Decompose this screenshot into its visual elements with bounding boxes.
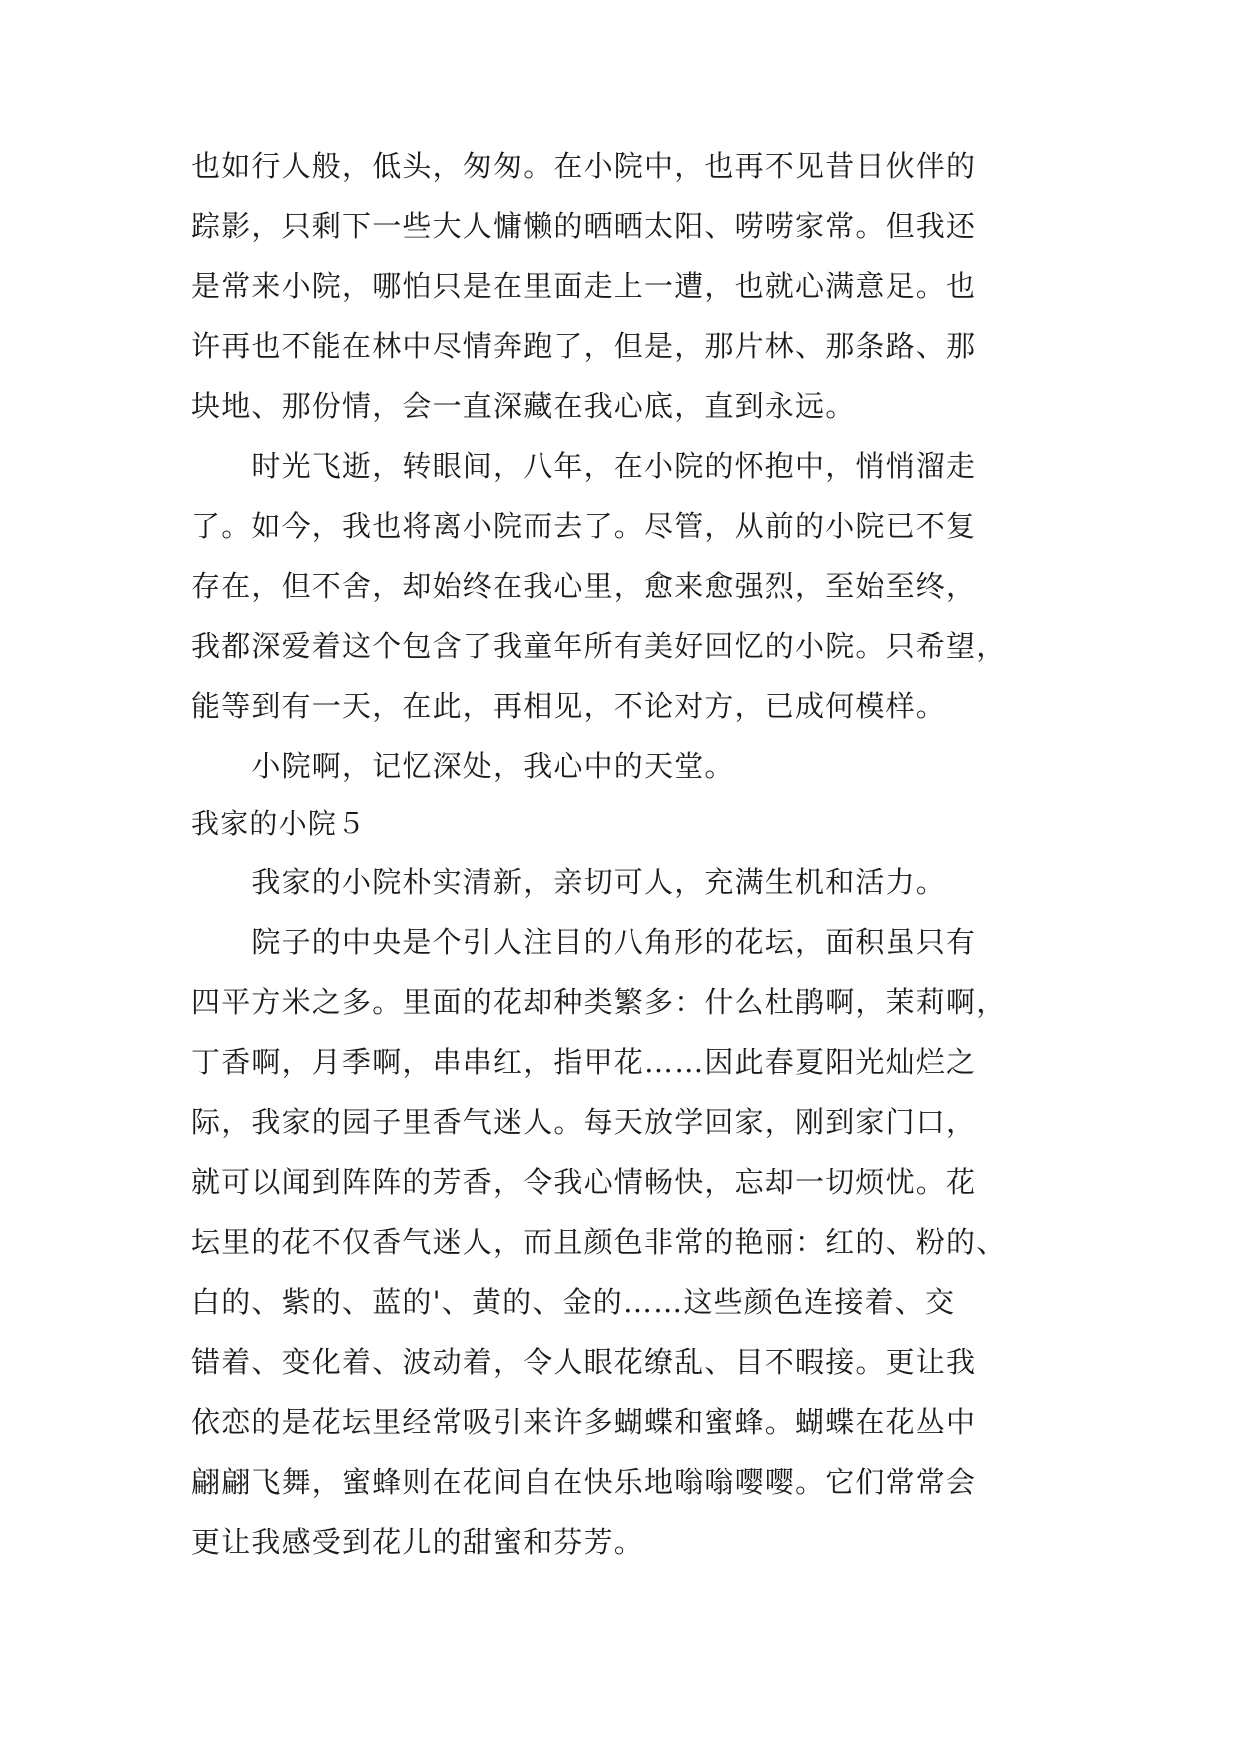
text-line: 丁香啊，月季啊，串串红，指甲花……因此春夏阳光灿烂之 <box>191 1045 977 1079</box>
text-line: 存在，但不舍，却始终在我心里，愈来愈强烈，至始至终， <box>191 569 977 603</box>
text-line: 我都深爱着这个包含了我童年所有美好回忆的小院。只希望， <box>191 629 1007 663</box>
text-line: 时光飞逝，转眼间，八年，在小院的怀抱中，悄悄溜走 <box>191 449 977 483</box>
text-line: 坛里的花不仅香气迷人，而且颜色非常的艳丽：红的、粉的、 <box>191 1225 1007 1259</box>
text-line: 许再也不能在林中尽情奔跑了，但是，那片林、那条路、那 <box>191 329 977 363</box>
text-line: 了。如今，我也将离小院而去了。尽管，从前的小院已不复 <box>191 509 977 543</box>
text-line: 块地、那份情，会一直深藏在我心底，直到永远。 <box>191 389 856 423</box>
text-line: 依恋的是花坛里经常吸引来许多蝴蝶和蜜蜂。蝴蝶在花丛中 <box>191 1405 977 1439</box>
text-line: 更让我感受到花儿的甜蜜和芬芳。 <box>191 1525 645 1559</box>
text-line: 错着、变化着、波动着，令人眼花缭乱、目不暇接。更让我 <box>191 1345 977 1379</box>
text-line: 际，我家的园子里香气迷人。每天放学回家，刚到家门口， <box>191 1105 977 1139</box>
section-title: 我家的小院５ <box>191 807 367 840</box>
text-line: 白的、紫的、蓝的'、黄的、金的……这些颜色连接着、交 <box>191 1285 956 1319</box>
text-line: 就可以闻到阵阵的芳香，令我心情畅快，忘却一切烦忧。花 <box>191 1165 977 1199</box>
text-line: 也如行人般，低头，匆匆。在小院中，也再不见昔日伙伴的 <box>191 149 977 183</box>
text-line: 我家的小院朴实清新，亲切可人，充满生机和活力。 <box>191 865 947 899</box>
text-line: 能等到有一天，在此，再相见，不论对方，已成何模样。 <box>191 689 947 723</box>
text-line: 小院啊，记忆深处，我心中的天堂。 <box>191 749 735 783</box>
text-line: 四平方米之多。里面的花却种类繁多：什么杜鹃啊，茉莉啊， <box>191 985 1007 1019</box>
text-line: 是常来小院，哪怕只是在里面走上一遭，也就心满意足。也 <box>191 269 977 303</box>
text-line: 踪影，只剩下一些大人慵懒的晒晒太阳、唠唠家常。但我还 <box>191 209 977 243</box>
text-line: 翩翩飞舞，蜜蜂则在花间自在快乐地嗡嗡嘤嘤。它们常常会 <box>191 1465 977 1499</box>
text-line: 院子的中央是个引人注目的八角形的花坛，面积虽只有 <box>191 925 977 959</box>
